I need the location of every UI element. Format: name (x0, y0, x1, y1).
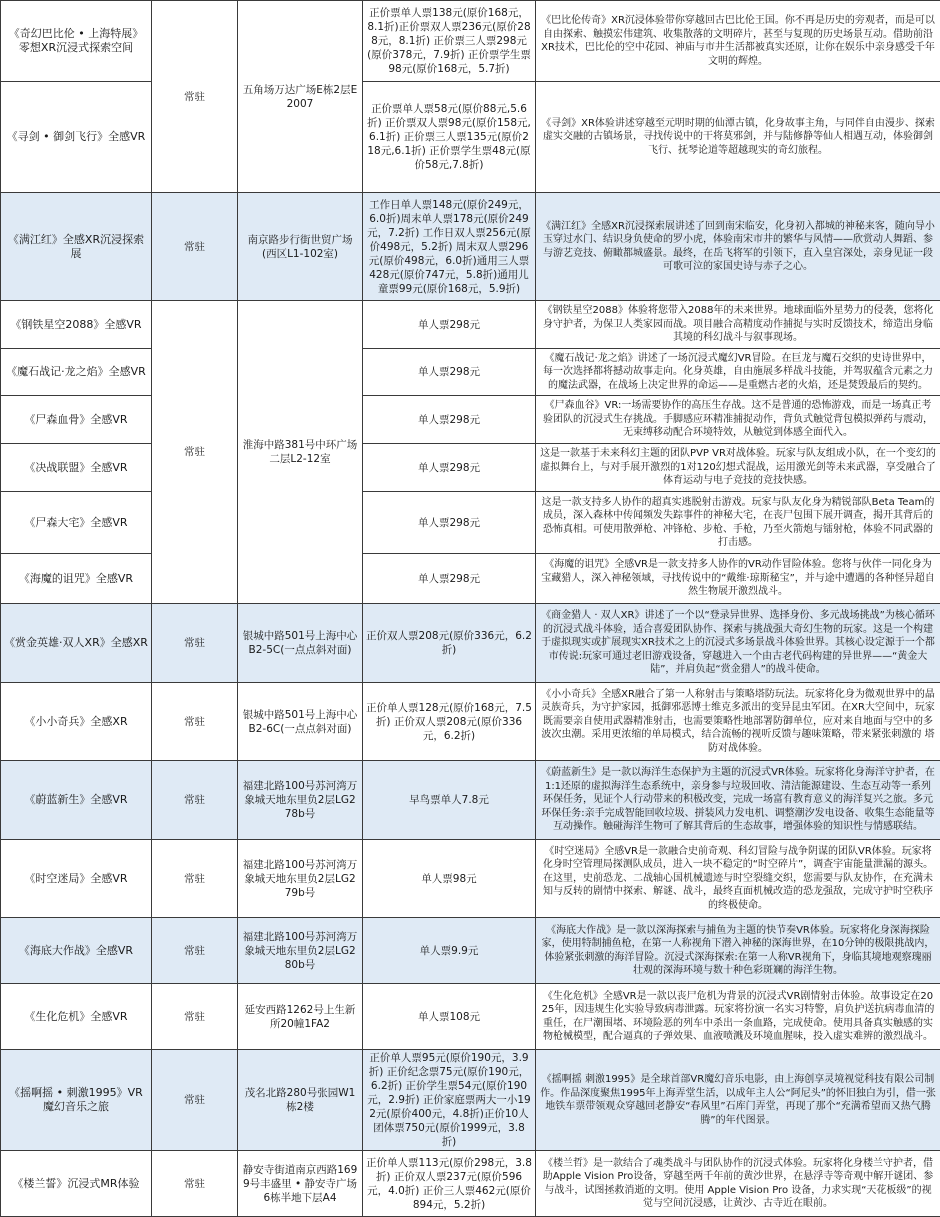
status-cell: 常驻 (152, 1, 238, 193)
description-cell: 《寻剑》XR体验讲述穿越至元明时期的仙潭古镇，化身故事主角，与同伴自由漫步、探索虚实交融的古镇场景，寻找传说中的干将莫邪剑，并与陆修静等仙人相遇互动，体验御剑飞行、抚琴论道等超越现实的奇幻旅程。 (536, 82, 940, 193)
table-row (1, 554, 940, 604)
description-cell: 《生化危机》全感VR是一款以丧尸危机为背景的沉浸式VR剧情射击体验。故事设定在2025年，因违规生化实验导致病毒泄露。玩家将扮演一名实习特警，肩负护送抗病毒血清的重任，在尸潮围堵、环境险恶的列车中杀出一条血路，完成使命。使用具备真实触感的实物枪械模型，配合逼真的子弹效果、血液喷溅及环境血腥味，投入虚实难辨的激烈战斗。 (536, 984, 940, 1050)
table-row (1, 349, 940, 396)
description-cell: 《商金猎人 · 双人XR》讲述了一个以“登录异世界、选择身份、多元战场挑战”为核心循环的沉浸式战斗体验，适合喜爱团队协作、探索与挑战强大奇幻生物的玩家。这是一个构建于虚拟现实或扩展现实XR技术之上的沉浸式多场景战斗体验世界。其核心设定源于一个都市传说:玩家可通过老旧游戏设备，穿越进入一个由古老代码构建的异世界——“黄金大陆”，并肩负起“赏金猎人”的战斗使命。 (536, 604, 940, 683)
status-cell: 常驻 (152, 193, 238, 301)
price-cell: 工作日单人票148元(原价249元，6.0折)周末单人票178元(原价249元，7.2折) 工作日双人票256元(原价498元，5.2折) 周末双人票296元(原价498元，6.0折)通用三人票428元(原价747元，5.8折)通用儿童票99元(原价168元，5.9折) (363, 193, 536, 301)
price-cell: 单人票298元 (363, 444, 536, 492)
experience-name: 《寻剑 • 御剑飞行》全感VR (1, 82, 152, 193)
table-row (1, 193, 940, 301)
status-cell: 常驻 (152, 984, 238, 1050)
description-cell: 《摇啊摇 刺激1995》是全球首部VR魔幻音乐电影，由上海创享灵境视觉科技有限公司制作。作品深度聚焦1995年上海弄堂生活，以成年主人公“阿尼头”的怀旧独白为引，借一张地铁车票带领观众穿越回老静安“春风里”石库门弄堂，再现了那个“充满希望而又热气腾腾”的年代图景。 (536, 1050, 940, 1151)
description-cell: 《时空迷局》全感VR是一款融合史前奇观、科幻冒险与战争阴谋的团队VR体验。玩家将化身时空管理局探测队成员，进入一块不稳定的“时空碎片”，调查宇宙能量泄漏的源头。在这里，史前恐龙、二战轴心国机械遗迹与时空裂缝交织，您需要与队友协作，在充满未知与反转的剧情中探索、解谜、战斗，最终直面机械改造的恐龙强敌，完成守护时空秩序的终极使命。 (536, 840, 940, 918)
price-cell: 正价票单人票138元(原价168元，8.1折)正价票双人票236元(原价288元，8.1折) 正价票三人票298元(原价378元，7.9折) 正价票学生票98元(原价168元，5.7折) (363, 1, 536, 82)
table-row (1, 301, 940, 349)
status-cell: 常驻 (152, 918, 238, 984)
experience-name: 《魔石战记·龙之焰》全感VR (1, 349, 152, 396)
description-cell: 《尸森血谷》VR:一场需要协作的高压生存战。这不是普通的恐怖游戏，而是一场真正考验团队的沉浸式生存挑战。手脚感应环精准捕捉动作，背负式触觉背包模拟弹药与震动，无束缚移动配合环境特效，从触觉到体感全面代入。 (536, 396, 940, 444)
experience-name: 《海魔的诅咒》全感VR (1, 554, 152, 604)
price-cell: 正价单人票128元(原价168元，7.5折) 正价双人票208元(原价336元，6.2折) (363, 683, 536, 761)
status-cell: 常驻 (152, 604, 238, 683)
price-cell: 单人票98元 (363, 840, 536, 918)
address-cell: 银城中路501号上海中心B2-5C(一点点斜对面) (238, 604, 363, 683)
description-cell: 这是一款支持多人协作的超真实逃脱射击游戏。玩家与队友化身为精锐部队Beta Team的成员，深入森林中传闻频发失踪事件的神秘大宅，在丧尸包围下展开调查，揭开其背后的恐怖真相。可使用散弹枪、冲锋枪、步枪、手枪，乃至火箭炮与镭射枪，体验不同武器的 打击感。 (536, 492, 940, 554)
table-row (1, 1151, 940, 1217)
experience-name: 《时空迷局》全感VR (1, 840, 152, 918)
experience-name: 《赏金英雄·双人XR》全感XR (1, 604, 152, 683)
table-row (1, 82, 940, 193)
price-cell: 正价单人票113元(原价298元，3.8折) 正价双人票237元(原价596元，4.0折) 正价三人票462元(原价894元，5.2折) (363, 1151, 536, 1217)
description-cell: 《小小奇兵》全感XR融合了第一人称射击与策略塔防玩法。玩家将化身为微观世界中的晶灵族奇兵，为守护家园，抵御邪恶博士维克多派出的变异昆虫军团。在XR大空间中，玩家既需要亲自使用武器精准射击，也需要策略性地部署防御单位，应对来自地面与空中的多波次虫潮。采用更浓缩的单局模式，结合流畅的视听反馈与趣味策略，带来紧张刺激的 塔防对战体验。 (536, 683, 940, 761)
table-row (1, 918, 940, 984)
table-row (1, 840, 940, 918)
address-cell: 淮海中路381号中环广场二层L2-12室 (238, 301, 363, 604)
address-cell: 茂名北路280号张园W1栋2楼 (238, 1050, 363, 1151)
experience-name: 《小小奇兵》全感XR (1, 683, 152, 761)
price-cell: 单人票298元 (363, 301, 536, 349)
description-cell: 《海魔的诅咒》全感VR是一款支持多人协作的VR动作冒险体验。您将与伙伴一同化身为宝藏猎人，深入神秘领域，寻找传说中的“戴维·琼斯秘宝”，并与途中遭遇的各种怪异超自然生物展开激烈战斗。 (536, 554, 940, 604)
experience-name: 《生化危机》全感VR (1, 984, 152, 1050)
description-cell: 《钢铁星空2088》体验将您带入2088年的未来世界。地球面临外星势力的侵袭，您将化身守护者，为保卫人类家园而战。项目融合高精度动作捕捉与实时反馈技术，缔造出身临其境的科幻战斗与叙事现场。 (536, 301, 940, 349)
experience-name: 《海底大作战》全感VR (1, 918, 152, 984)
price-cell: 单人票298元 (363, 396, 536, 444)
experience-name: 《决战联盟》全感VR (1, 444, 152, 492)
table-row (1, 396, 940, 444)
description-cell: 《巴比伦传奇》XR沉浸体验带你穿越回古巴比伦王国。你不再是历史的旁观者，而是可以自由探索、触摸宏伟建筑、收集散落的文明碎片，甚至与复现的历史场景互动。借助前沿XR技术，巴比伦的空中花园、神庙与市井生活都被真实还原，让你在娱乐中亲身感受千年文明的辉煌。 (536, 1, 940, 82)
address-cell: 延安西路1262号上生新所20幢1FA2 (238, 984, 363, 1050)
description-cell: 《海底大作战》是一款以深海探索与捕鱼为主题的快节奏VR体验。玩家将化身深海探险家，使用特制捕鱼枪，在第一人称视角下潜入神秘的深海世界，在10分钟的极限挑战内，体验紧张刺激的海洋冒险。沉浸式深海探索:在第一人称VR视角下，身临其境地观察瑰丽壮观的深海环境与数十种色彩斑斓的海洋生物。 (536, 918, 940, 984)
address-cell: 五角场万达广场E栋2层E2007 (238, 1, 363, 193)
address-cell: 福建北路100号苏河湾万象城天地东里负2层LG279b号 (238, 840, 363, 918)
table-row (1, 1, 940, 82)
table-row (1, 492, 940, 554)
experience-name: 《尸森大宅》全感VR (1, 492, 152, 554)
price-cell: 单人票298元 (363, 554, 536, 604)
status-cell: 常驻 (152, 301, 238, 604)
table-row (1, 1050, 940, 1151)
experience-name: 《楼兰誓》沉浸式MR体验 (1, 1151, 152, 1217)
address-cell: 银城中路501号上海中心B2-6C(一点点斜对面) (238, 683, 363, 761)
status-cell: 常驻 (152, 1050, 238, 1151)
description-cell: 这是一款基于未来科幻主题的团队PVP VR对战体验。玩家与队友组成小队，在一个变幻的虚拟舞台上，与对手展开激烈的1对120幻想式混战，运用激光剑等未来武器，享受融合了体育运动与电子竞技的竞技快感。 (536, 444, 940, 492)
address-cell: 福建北路100号苏河湾万象城天地东里负2层LG280b号 (238, 918, 363, 984)
price-cell: 单人票298元 (363, 349, 536, 396)
table-row (1, 761, 940, 840)
description-cell: 《楼兰哲》是一款结合了魂类战斗与团队协作的沉浸式体验。玩家将化身楼兰守护者，借助Apple Vision Pro设备，穿越至两千年前的黄沙世界，在悬浮寺等奇观中解开谜团、参与战斗，试图拯救消逝的文明。使用 Apple Vision Pro 设备，力求实现“天花板级”的视觉与空间沉浸感，让黄沙、古寺近在眼前。 (536, 1151, 940, 1217)
price-cell: 正价单人票95元(原价190元，3.9折) 正价纪念票75元(原价190元，6.2折) 正价学生票54元(原价190元，2.9折) 正价家庭票两大一小192元(原价400元，4.8折)正价10人团体票750元(原价1999元，3.8折) (363, 1050, 536, 1151)
price-cell: 单人票108元 (363, 984, 536, 1050)
status-cell: 常驻 (152, 840, 238, 918)
table-row (1, 604, 940, 683)
experience-name: 《奇幻巴比伦 • 上海特展》零想XR沉浸式探索空间 (1, 1, 152, 82)
price-cell: 早鸟票单人7.8元 (363, 761, 536, 840)
description-cell: 《满江红》全感XR沉浸探索展讲述了回到南宋临安，化身初入都城的神秘来客，随向导小玉穿过水门、结识身负使命的罗小虎，体验南宋市井的繁华与风情——欣赏动人舞蹈、参与游艺竞技、俯瞰都城盛景。最终，在岳飞将军的引领下，直入皇宫深处，亲身见证一段可歌可泣的家国史诗与赤子之心。 (536, 193, 940, 301)
address-cell: 福建北路100号苏河湾万象城天地东里负2层LG278b号 (238, 761, 363, 840)
status-cell: 常驻 (152, 683, 238, 761)
status-cell: 常驻 (152, 761, 238, 840)
table-row (1, 683, 940, 761)
price-cell: 单人票298元 (363, 492, 536, 554)
price-cell: 单人票9.9元 (363, 918, 536, 984)
price-cell: 正价票单人票58元(原价88元,5.6折) 正价票双人票98元(原价158元,6.1折) 正价票三人票135元(原价218元,6.1折) 正价票学生票48元(原价58元,7.8折) (363, 82, 536, 193)
table-row (1, 444, 940, 492)
experience-name: 《蔚蓝新生》全感VR (1, 761, 152, 840)
table-row (1, 984, 940, 1050)
experience-name: 《尸森血骨》全感VR (1, 396, 152, 444)
address-cell: 静安寺街道南京西路1699号丰盛里 • 静安寺广场6栋半地下层A4 (238, 1151, 363, 1217)
status-cell: 常驻 (152, 1151, 238, 1217)
experience-name: 《摇啊摇 • 刺激1995》VR魔幻音乐之旅 (1, 1050, 152, 1151)
experience-name: 《钢铁星空2088》全感VR (1, 301, 152, 349)
description-cell: 《魔石战记·龙之焰》讲述了一场沉浸式魔幻VR冒险。在巨龙与魔石交织的史诗世界中，每一次选择都将撼动故事走向。化身英雄，自由施展多样战斗技能，并驾驭蕴含元素之力的魔法武器，在战场上决定世界的命运——是重燃古老的火焰，还是焚毁最后的契约。 (536, 349, 940, 396)
price-cell: 正价双人票208元(原价336元，6.2折) (363, 604, 536, 683)
address-cell: 南京路步行街世贸广场(西区L1-102室) (238, 193, 363, 301)
description-cell: 《蔚蓝新生》是一款以海洋生态保护为主题的沉浸式VR体验。玩家将化身海洋守护者，在1:1还原的虚拟海洋生态系统中，亲身参与垃圾回收、清洁能源建设、生态互动等一系列环保任务，见证个人行动带来的积极改变，完成一场富有教育意义的海洋复兴之旅。多元环保任务:亲手完成智能回收垃圾、拼装风力发电机、调整潮汐发电设备、收集生态能量等互动操作。触碰海洋生物可了解其背后的生态故事，增强体验的知识性与情感联结。 (536, 761, 940, 840)
experience-name: 《满江红》全感XR沉浸探索展 (1, 193, 152, 301)
